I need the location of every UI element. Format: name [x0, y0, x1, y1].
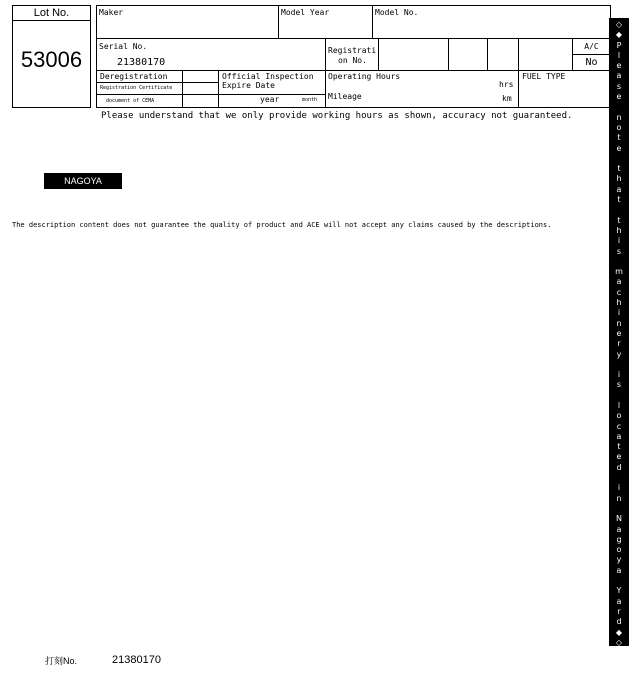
reg-cell-divider-3 [518, 38, 519, 108]
side-notice-char: o [616, 545, 622, 555]
reg-cell-divider-1 [448, 38, 449, 71]
side-notice-char [609, 504, 629, 514]
side-notice-char: a [616, 71, 622, 81]
side-notice-char: h [616, 225, 622, 235]
side-notice-char: a [616, 431, 622, 441]
side-notice-char: r [617, 606, 621, 616]
side-notice-char: P [616, 40, 622, 50]
lot-label: Lot No. [33, 7, 70, 19]
side-notice-char: c [616, 421, 622, 431]
deregistration-label: Deregistration [100, 72, 168, 81]
side-notice-char: g [616, 534, 622, 544]
stamp-value: 21380170 [112, 654, 161, 666]
fuel-type-label: FUEL TYPE [522, 72, 566, 81]
side-notice-char: y [616, 349, 622, 359]
side-notice-char: t [617, 133, 621, 143]
side-notice-char: m [615, 267, 623, 277]
dereg-check-divider [182, 70, 183, 108]
side-notice-char [609, 205, 629, 215]
side-notice-char: i [617, 236, 621, 246]
side-notice-char: t [617, 195, 621, 205]
month-label: month [302, 97, 318, 103]
side-notice-char: d [616, 462, 622, 472]
dereg-row-line-1 [96, 82, 219, 83]
ac-label: A/C [584, 42, 599, 51]
reg-label-divider [378, 38, 379, 71]
side-notice-char: n [616, 112, 622, 122]
side-notice-char: l [617, 50, 621, 60]
side-notice-char: t [617, 442, 621, 452]
side-notice-char: n [616, 318, 622, 328]
reg-cell-divider-2 [487, 38, 488, 71]
side-notice-char: t [617, 215, 621, 225]
side-notice-char: i [617, 308, 621, 318]
side-notice-char: y [616, 555, 622, 565]
side-notice-char: o [616, 122, 622, 132]
side-notice-char: ◆ [615, 627, 623, 637]
side-notice-char: N [616, 514, 622, 524]
ac-divider [572, 54, 611, 55]
lot-number: 53006 [20, 47, 83, 72]
side-notice-char: a [616, 524, 622, 534]
side-notice-char: l [617, 400, 621, 410]
maker-label: Maker [99, 8, 124, 17]
side-notice-char: s [616, 380, 622, 390]
side-notice-char: s [616, 246, 622, 256]
side-notice-char [609, 473, 629, 483]
inspection-label-2: Expire Date [222, 81, 275, 90]
model-year-label: Model Year [281, 8, 330, 17]
serial-divider [325, 38, 326, 108]
side-notice-char: ◇ [615, 637, 623, 647]
registration-label-1: Registrati [328, 46, 377, 55]
side-notice-char: a [616, 277, 622, 287]
side-notice-char: s [616, 81, 622, 91]
side-notice-band [609, 18, 629, 646]
registration-certificate-label: Registration Certificate [100, 85, 173, 91]
lot-header-divider [12, 20, 91, 21]
side-notice-char: t [617, 164, 621, 174]
disclaimer-text: The description content does not guarantee the quality of product and ACE will not accept any claims caused by the descriptions. [12, 221, 552, 229]
side-notice-char [609, 391, 629, 401]
side-notice-char: h [616, 174, 622, 184]
side-notice-char: h [616, 298, 622, 308]
side-notice-char [609, 154, 629, 164]
side-notice-char: Y [616, 586, 622, 596]
location-badge: NAGOYA [44, 173, 122, 189]
serial-no-label: Serial No. [99, 42, 148, 51]
side-notice-char: e [616, 328, 622, 338]
side-notice-char: i [617, 483, 621, 493]
side-notice-char [609, 576, 629, 586]
side-notice-char: c [616, 287, 622, 297]
hrs-unit: hrs [499, 80, 514, 89]
side-notice-char: a [616, 565, 622, 575]
dereg-row-line-2 [96, 94, 325, 95]
operating-hours-label: Operating Hours [328, 72, 401, 81]
side-notice-char [609, 360, 629, 370]
ac-value: No [585, 57, 598, 68]
stamp-label: 打刻No. [45, 656, 78, 666]
side-notice-char: a [616, 596, 622, 606]
row2-divider [96, 70, 611, 71]
side-notice-char: d [616, 617, 622, 627]
side-notice-char: r [617, 339, 621, 349]
side-notice-char: o [616, 411, 622, 421]
side-notice-char: ◆ [615, 30, 623, 40]
side-notice-char: a [616, 184, 622, 194]
side-notice-char: e [616, 61, 622, 71]
km-unit: km [502, 94, 512, 103]
serial-no-value: 21380170 [117, 57, 166, 68]
dereg-divider [218, 70, 219, 108]
maker-divider [278, 5, 279, 39]
side-notice-char: e [616, 452, 622, 462]
side-notice-text [609, 18, 629, 648]
side-notice-char: i [617, 370, 621, 380]
hours-notice: Please understand that we only provide working hours as shown, accuracy not guaranteed. [101, 111, 573, 121]
side-notice-char: e [616, 92, 622, 102]
side-notice-char: e [616, 143, 622, 153]
side-notice-char: n [616, 493, 622, 503]
registration-label-2: on No. [338, 56, 367, 65]
row1-divider [96, 38, 611, 39]
side-notice-char [609, 102, 629, 112]
side-notice-char: ◇ [615, 20, 623, 29]
side-notice-char [609, 257, 629, 267]
inspection-label-1: Official Inspection [222, 72, 314, 81]
modelyear-divider [372, 5, 373, 39]
cema-document-label: document of CEMA [106, 98, 155, 104]
mileage-label: Mileage [328, 92, 362, 101]
year-label: year [260, 95, 280, 104]
model-no-label: Model No. [375, 8, 419, 17]
